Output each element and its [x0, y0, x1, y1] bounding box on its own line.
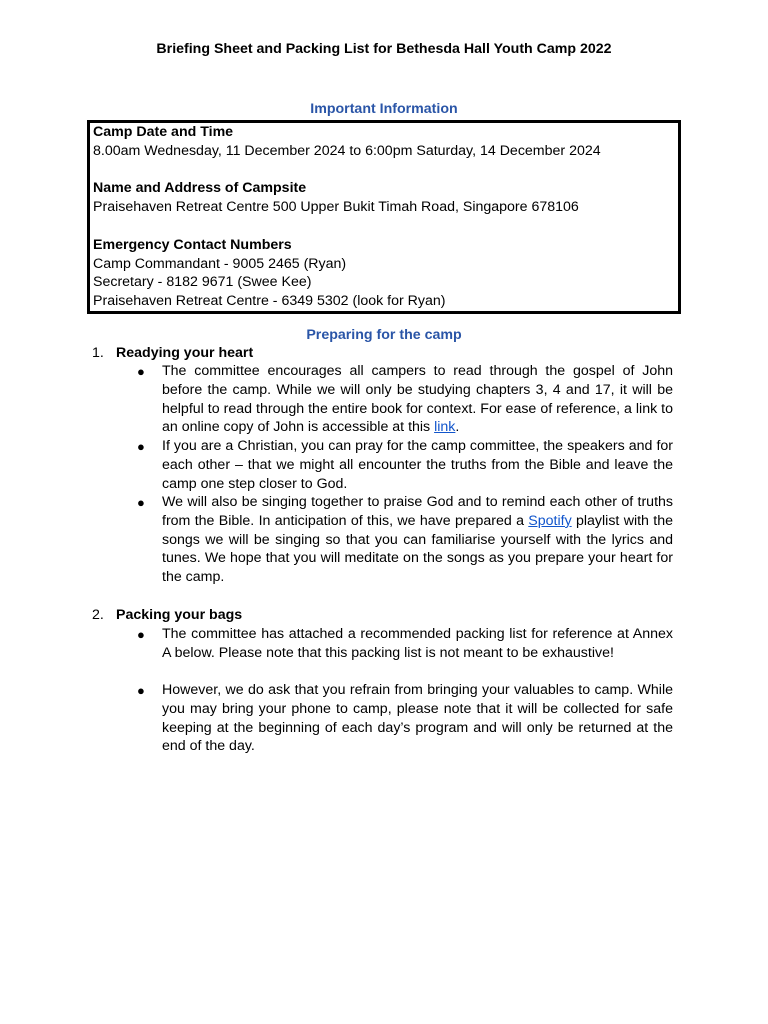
emergency-contacts-label: Emergency Contact Numbers — [93, 236, 292, 253]
bullet-icon: ● — [137, 683, 145, 698]
bullet-icon: ● — [137, 627, 145, 642]
campsite-label: Name and Address of Campsite — [93, 180, 307, 197]
list-item: If you are a Christian, you can pray for the camp committee, the speakers and for each other – that we might all encounter the truths from the Bible and leave the camp one step closer to God. — [162, 438, 673, 492]
camp-date-value: 8.00am Wednesday, 11 December 2024 to 6:00pm Saturday, 14 December 2024 — [93, 142, 601, 159]
contact-secretary: Secretary - 8182 9671 (Swee Kee) — [93, 274, 312, 291]
section-number: 2. — [92, 607, 104, 623]
list-item: The committee encourages all campers to read through the gospel of John before the camp. While we will only be studying chapters 3, 4 and 17, it will be helpful to read through the entire book for context. For ease of reference, a link to an online copy of John is accessible at this link. — [162, 363, 673, 436]
contact-commandant: Camp Commandant - 9005 2465 (Ryan) — [93, 255, 347, 272]
section-title-packing-bags: Packing your bags — [116, 607, 243, 623]
bullet-icon: ● — [137, 495, 145, 510]
section-number: 1. — [92, 345, 104, 361]
list-item: The committee has attached a recommended packing list for reference at Annex A below. Please note that this packing list is not meant to be exhaustive! — [162, 626, 673, 661]
important-info-box — [87, 120, 681, 314]
document-title: Briefing Sheet and Packing List for Bethesda Hall Youth Camp 2022 — [156, 41, 612, 57]
spotify-link[interactable]: Spotify — [528, 512, 572, 529]
camp-date-label: Camp Date and Time — [93, 124, 234, 140]
list-item: We will also be singing together to praise God and to remind each other of truths from the Bible. In anticipation of this, we have prepared a Spotify playlist with the songs we will be singing so that you can familiarise yourself with the lyrics and tunes. We hope that you will meditate on the songs as you prepare your heart for the camp. — [162, 494, 673, 586]
bullet-icon: ● — [137, 439, 145, 454]
john-link[interactable]: link — [434, 419, 456, 436]
list-item: However, we do ask that you refrain from bringing your valuables to camp. While you may bring your phone to camp, please note that it will be collected for safe keeping at the beginning of each day’s program and will only be returned at the end of the day. — [162, 682, 673, 755]
important-info-heading: Important Information — [310, 101, 458, 117]
bullet-icon: ● — [137, 364, 145, 379]
contact-retreat-centre: Praisehaven Retreat Centre - 6349 5302 (look for Ryan) — [93, 293, 446, 310]
campsite-value: Praisehaven Retreat Centre 500 Upper Bukit Timah Road, Singapore 678106 — [93, 199, 579, 216]
section-title-readying-heart: Readying your heart — [116, 345, 254, 361]
preparing-heading: Preparing for the camp — [306, 327, 462, 343]
